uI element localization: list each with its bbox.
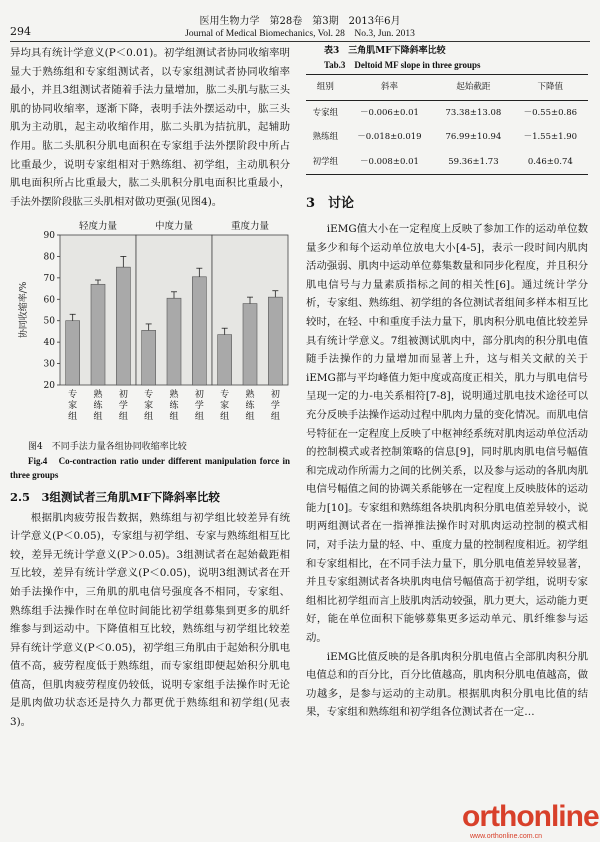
y-tick-label: 80 — [43, 252, 55, 263]
table-cell: 专家组 — [312, 107, 339, 118]
table-cell: 76.99±10.94 — [445, 132, 502, 143]
table-3-title-cn: 表3 三角肌MF下降斜率比较 — [324, 46, 446, 56]
section-3-heading: 3 讨论 — [306, 196, 355, 212]
bar — [91, 285, 105, 386]
x-tick-label: 初学组 — [194, 390, 204, 423]
watermark-url: www.orthonline.com.cn — [470, 833, 542, 840]
x-tick-label: 专家组 — [68, 390, 78, 423]
table-row — [306, 125, 588, 150]
figure-4-caption-en: Fig.4 Co-contraction ratio under different manipulation force in three groups — [10, 455, 290, 480]
journal-header-cn: 医用生物力学 第28卷 第3期 2013年6月 — [199, 16, 401, 27]
y-tick-label: 40 — [43, 338, 55, 349]
figure-4-caption-cn: 图4 不同手法力量各组协同收缩率比较 — [28, 441, 187, 452]
table-header-cell: 斜率 — [345, 75, 435, 101]
table-cell: 初学组 — [306, 150, 345, 175]
x-tick-label: 熟练组 — [245, 390, 255, 423]
bar — [192, 277, 206, 385]
table-cell: －1.55±1.90 — [523, 132, 578, 143]
journal-header-en: Journal of Medical Biomechanics, Vol. 28 No.3, Jun. 2013 — [185, 29, 415, 39]
right-column — [306, 44, 588, 722]
table-cell: 0.46±0.74 — [513, 150, 588, 175]
bar — [66, 321, 80, 385]
panel-title: 中度力量 — [154, 221, 194, 233]
table-header-cell: 下降值 — [513, 75, 588, 101]
table-header-cell: 起始截距 — [434, 75, 512, 101]
bar — [218, 335, 232, 385]
table-row — [306, 100, 588, 125]
left-paragraph-2: 根据肌肉疲劳报告数据，熟练组与初学组比较差异有统计学意义(P＜0.05)，专家组与初学组、专家与熟练组相互比较，差异无统计学意义(P＞0.05)。3组测试者在起始截距相互比较，差异有统计学意义(P＜0.05)，说明3组测试者在开始手法操作中，三角肌的肌电信号强度各不相同，专家组、熟练组手法操作时在单位时间能比初学组募集到更多的肌纤维参与到运动中。下降值相互比较，熟练组与初学组比较差异有统计学意义(P＜0.05)，初学组三角肌由于起始积分肌电值不高，疲劳程度低于熟练组，而专家组即便起始积分肌电值高，但肌肉疲劳程度仍较低，说明专家组手法操作时无论是肌肉做功状态还是持久力都更优于熟练组和初学组(见表3)。 — [10, 511, 290, 729]
y-tick-label: 20 — [43, 381, 55, 392]
table-header-cell: 组别 — [306, 75, 345, 101]
right-paragraph-1: iEMG值大小在一定程度上反映了参加工作的运动单位数量多少和每个运动单位放电大小[4-5]，表示一段时间内肌肉活动强弱、肌肉中运动单位募集数量和同步化程度，并且积分肌电信号与力量素质指标之间的相关性[6]。通过统计学分析，专家组、熟练组、初学组的各位测试者组间多样本相互比较时，在轻、中和重度手法力量下，肌肉积分肌电值比较差异具有统计学意义。7组被测试肌肉中，部分肌肉的积分肌电值随手法操作的力量增加而显著上升，这与相关文献的关于iEMG都与平均峰值力矩中度或高度正相关，肌力与肌电信号呈现一定的力-电关系相符[7-8]，说明通过肌电技术途径可以充分反映手法操作运动过程中肌肉力量的变化情况。而肌电信号特征在一定程度上反映了中枢神经系统对肌肉运动单位活动的控制模式或者控制策略的信息[9]，同时肌肉肌电信号幅值和完成动作所需力之间的比例关系，以及参与运动的各肌肉肌电信号幅值之间的协调关系能够在一定程度上反映肢体的运动能力[10]。专家组和熟练组各块肌肉积分肌电值差异较小，说明两组测试者在一指禅推法操作时对肌肉运动控制的模式相同，对手法力量的轻、中、重度力量的控制程度相近。初学组和专家组相比，在不同手法力量下，肌分肌电值差异较显著，并且专家组测试者各块肌肉电信号幅值高于初学组，说明专家组相比初学组而言上肢肌肉活动较强，肌力更大，运动能力更好，能在单位面积下能够募集更多运动单元、肌纤维参与运动。 — [306, 222, 588, 645]
right-paragraph-2: iEMG比值反映的是各肌肉积分肌电值占全部肌肉积分肌电值总和的百分比，百分比值越高，肌肉积分肌电值越高，做功越多，是参与运动的主动肌。根据肌肉积分肌电比值的结果，专家组和熟练组和初学组各位测试者在一定… — [306, 650, 588, 719]
table-cell: －0.006±0.01 — [360, 107, 419, 118]
table-cell: 熟练组 — [312, 132, 339, 143]
table-cell: －0.008±0.01 — [345, 150, 435, 175]
page-number: 294 — [10, 25, 31, 38]
y-tick-label: 30 — [43, 359, 55, 370]
y-tick-label: 60 — [43, 295, 55, 306]
table-header-row — [306, 75, 588, 101]
table-3-title-en: Tab.3 Deltoid MF slope in three groups — [324, 60, 481, 70]
x-tick-label: 初学组 — [118, 390, 128, 423]
header-rule — [10, 41, 590, 42]
bar — [142, 331, 156, 386]
panel-title: 轻度力量 — [78, 221, 118, 233]
table-cell: －0.018±0.019 — [357, 132, 422, 143]
y-axis-label: 协同收缩率/% — [19, 282, 29, 339]
y-tick-label: 70 — [43, 274, 55, 285]
table-row — [306, 150, 588, 175]
x-tick-label: 专家组 — [220, 390, 230, 423]
figure-4 — [10, 213, 290, 440]
y-tick-label: 90 — [43, 231, 55, 242]
table-cell: 73.38±13.08 — [445, 107, 502, 118]
y-tick-label: 50 — [43, 317, 55, 328]
panel-title: 重度力量 — [230, 221, 270, 233]
x-tick-label: 熟练组 — [169, 390, 179, 423]
bar — [268, 297, 282, 385]
bar — [167, 299, 181, 386]
x-tick-label: 初学组 — [270, 390, 280, 423]
table-cell: 59.36±1.73 — [434, 150, 512, 175]
x-tick-label: 专家组 — [144, 390, 154, 423]
left-column — [10, 44, 290, 732]
table-3 — [306, 74, 588, 175]
section-2-5-heading: 2.5 3组测试者三角肌MF下降斜率比较 — [10, 489, 220, 504]
watermark-logo: orthonline — [462, 800, 599, 833]
x-tick-label: 熟练组 — [93, 390, 103, 423]
table-cell: －0.55±0.86 — [523, 107, 578, 118]
bar — [243, 304, 257, 385]
left-paragraph-1: 异均具有统计学意义(P＜0.01)。初学组测试者协同收缩率明显大于熟练组和专家组测试者，以专家组测试者协同收缩率最小，并且3组测试者随着手法力量增加，肱二头肌与肱三头肌的协同收缩率，逐渐下降，表明手法外摆运动中，肱三头肌为主动肌，起主动收缩作用，肱二头肌为拮抗肌，起辅助作用。肱二头肌积分肌电面积在专家组手法外摆阶段中所占比重最少，说明专家组相对于熟练组、初学组，主动肌积分肌电面积所占比重最大，肱二头肌积分肌电面积比重最小，手法外摆阶段肱三头肌相对做功更强(见图4)。 — [10, 47, 290, 208]
figure-4-chart — [10, 213, 290, 433]
bar — [116, 267, 130, 385]
